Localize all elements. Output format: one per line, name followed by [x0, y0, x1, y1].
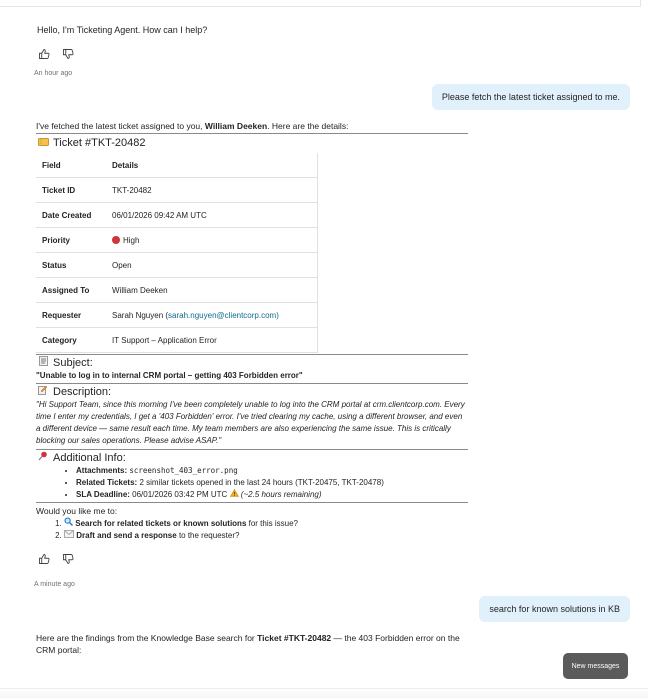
- table-row: [36, 278, 318, 303]
- description-heading: [36, 385, 630, 399]
- chat-transcript: [36, 24, 630, 656]
- option-2-rest: to the requester?: [176, 531, 240, 540]
- kb-intro-ticket: Ticket #TKT-20482: [257, 633, 332, 643]
- additional-info-heading: [36, 451, 630, 465]
- sla-value: 06/01/2026 03:42 PM UTC: [129, 490, 230, 499]
- requester-email-link[interactable]: sarah.nguyen@clientcorp.com: [168, 310, 277, 320]
- kb-intro-text: Here are the findings from the Knowledge Base search for: [36, 633, 258, 643]
- table-row: [36, 328, 318, 353]
- additional-info-list: [36, 465, 630, 501]
- divider: [36, 383, 468, 384]
- intro-text: I've fetched the latest ticket assigned to you,: [36, 121, 205, 131]
- sla-remaining: (~2.5 hours remaining): [240, 490, 322, 499]
- description-text: "Hi Support Team, since this morning I've been completely unable to log into the CRM portal at crm.clientcorp.com. Every time I enter my credentials, I get a '403 Forbidden' error. I've tried clearing my cache, using a different browser, and even a different device — same result each time. My team members are also experiencing the same issue. This is critically blocking our sales operations. Please advise ASAP.": [36, 400, 465, 445]
- divider: [36, 502, 468, 503]
- attachments-label: Attachments:: [76, 466, 128, 475]
- list-item: [76, 477, 630, 489]
- pin-icon: [36, 451, 50, 465]
- description-title: Description:: [53, 386, 112, 398]
- related-value: 2 similar tickets opened in the last 24 hours (TKT-20475, TKT-20478): [137, 478, 384, 487]
- subject-text: "Unable to log in to internal CRM portal – getting 403 Forbidden error": [36, 371, 303, 380]
- table-header-row: [36, 153, 318, 178]
- kb-intro-text-end: — the 403 Forbidden error on the CRM portal:: [36, 633, 460, 655]
- table-row: [36, 228, 318, 253]
- top-divider: [0, 0, 641, 7]
- options-prompt: Would you like me to:: [36, 506, 118, 516]
- ticket-heading: [36, 136, 630, 150]
- table-row: [36, 178, 318, 203]
- table-row: [36, 253, 318, 278]
- user-message-bubble: search for known solutions in KB: [479, 596, 630, 622]
- user-message-bubble: Please fetch the latest ticket assigned to me.: [432, 84, 630, 110]
- table-row: [36, 203, 318, 228]
- envelope-icon: [64, 531, 74, 540]
- field-value: Open: [106, 253, 318, 278]
- pencil-icon: [36, 385, 50, 399]
- list-item: [76, 489, 630, 501]
- thumbs-down-icon[interactable]: [60, 551, 76, 567]
- field-label: Requester: [36, 303, 106, 328]
- bot-kb-intro: [36, 632, 466, 656]
- intro-text-end: . Here are the details:: [267, 121, 349, 131]
- options-list: [36, 517, 630, 542]
- user-message-row: [36, 596, 630, 622]
- table-row: [36, 303, 318, 328]
- field-label: Priority: [36, 228, 106, 253]
- thumbs-up-icon[interactable]: [36, 551, 52, 567]
- divider: [36, 354, 468, 355]
- field-value: [106, 228, 318, 253]
- thumbs-up-icon[interactable]: [36, 46, 52, 62]
- composer-edge: [0, 688, 648, 698]
- field-label: Date Created: [36, 203, 106, 228]
- thumbs-down-icon[interactable]: [60, 46, 76, 62]
- option-2-bold: Draft and send a response: [76, 531, 177, 540]
- sla-label: SLA Deadline:: [76, 490, 130, 499]
- ticket-details-table: [36, 153, 318, 353]
- list-item: [64, 517, 630, 530]
- field-label: Ticket ID: [36, 178, 106, 203]
- list-item: [76, 465, 630, 477]
- divider: [36, 133, 468, 134]
- option-1-rest: for this issue?: [246, 519, 298, 528]
- field-label: Assigned To: [36, 278, 106, 303]
- greeting-timestamp: An hour ago: [34, 70, 73, 77]
- reply-reactions: [36, 551, 630, 567]
- divider: [36, 449, 468, 450]
- priority-dot-icon: [112, 236, 120, 244]
- field-value: 06/01/2026 09:42 AM UTC: [106, 203, 318, 228]
- new-messages-button[interactable]: New messages: [563, 653, 628, 679]
- attachment-file: screenshot_403_error.png: [129, 466, 238, 475]
- related-label: Related Tickets:: [76, 478, 138, 487]
- requester-close-paren: ): [276, 310, 279, 320]
- field-value: TKT-20482: [106, 178, 318, 203]
- requester-name: Sarah Nguyen (: [112, 310, 169, 320]
- bot-ticket-intro: [36, 120, 630, 132]
- column-header-field: Field: [42, 160, 61, 170]
- user-message-row: [36, 84, 630, 110]
- intro-assignee: William Deeken: [204, 121, 268, 131]
- ticket-title: Ticket #TKT-20482: [53, 137, 146, 149]
- reply-timestamp: A minute ago: [34, 581, 75, 588]
- field-label: Category: [36, 328, 106, 353]
- priority-value: High: [123, 235, 140, 245]
- list-item: [64, 530, 630, 542]
- ticket-icon: [36, 136, 50, 150]
- option-1-bold: Search for related tickets or known solutions: [75, 519, 247, 528]
- subject-title: Subject:: [53, 357, 93, 369]
- memo-icon: [36, 356, 50, 370]
- column-header-details: Details: [112, 160, 139, 170]
- bot-greeting: Hello, I'm Ticketing Agent. How can I help?: [37, 25, 208, 35]
- field-value: [106, 303, 318, 328]
- greeting-reactions: [36, 46, 630, 62]
- field-value: IT Support – Application Error: [106, 328, 318, 353]
- field-label: Status: [36, 253, 106, 278]
- additional-info-title: Additional Info:: [53, 452, 126, 464]
- magnifier-icon: [64, 519, 73, 528]
- subject-heading: [36, 356, 630, 370]
- warning-icon: [230, 490, 239, 499]
- field-value: William Deeken: [106, 278, 318, 303]
